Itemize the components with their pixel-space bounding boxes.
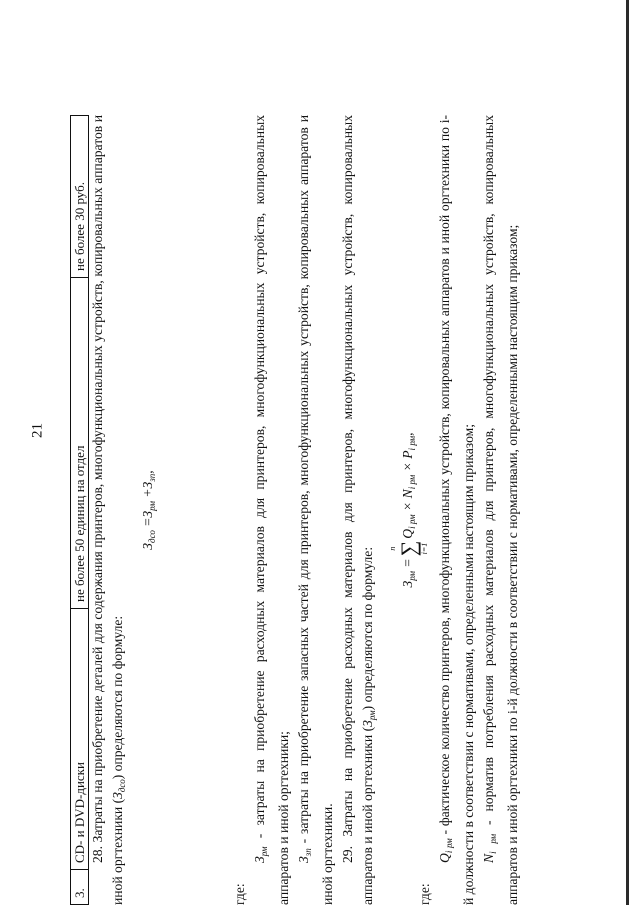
table-row	[71, 116, 89, 905]
table-cell-price: не более 30 руб.	[71, 116, 89, 278]
definitions-28	[230, 115, 436, 905]
definition-qirm: $Q_{i рм}$ - фактическое количество принтеров, многофункциональных устройств, копировальных аппаратов и иной оргтехники по i-й должности в соответствии с нормативами, определенными настоящим приказом;	[437, 115, 476, 905]
sum-operator: n ∑ i=1	[388, 540, 429, 557]
norms-table	[70, 115, 89, 905]
definition-zrm: $З_{рм}$ - затраты на приобретение расходных материалов для принтеров, многофункциональных устройств, копировальных аппаратов и иной оргтехники;	[252, 115, 291, 905]
definition-zzp: $З_{зп}$ - затраты на приобретение запасных частей для принтеров, многофункциональных устройств, копировальных аппаратов и иной оргтехники.	[296, 115, 335, 905]
where-label-29: где:	[417, 883, 432, 905]
formula-28: $З_{дсо} =З_{рм} +З_{зп}$,	[140, 470, 157, 550]
table-cell-number: 3.	[71, 870, 89, 905]
paragraph-28-text: 28. Затраты на приобретение деталей для содержания принтеров, многофункциональных устройств, копировальных аппаратов и иной оргтехники $(З_{дсо})$ определяются по формуле:	[90, 115, 127, 905]
definitions-29	[415, 115, 523, 905]
page-spine-line	[626, 0, 629, 905]
formula-29: $З_{рм}$ = n ∑ i=1 $Q_{i рм} \times N_{i рм} \times P_{i рм}$,	[388, 432, 429, 588]
table-cell-name: CD- и DVD-диски	[71, 609, 89, 870]
rotated-page-content	[70, 45, 610, 905]
table-cell-quantity: не более 50 единиц на отдел	[71, 278, 89, 609]
paragraph-29-text: 29. Затраты на приобретение расходных материалов для принтеров, многофункциональных устройств, копировальных аппаратов и иной оргтехники $(З_{рм})$ определяются по формуле:	[340, 115, 377, 905]
where-label: где:	[232, 883, 247, 905]
paragraph-28	[88, 115, 168, 905]
definition-nirm: $N_{i рм}$ - норматив потребления расходных материалов для принтеров, многофункциональных устройств, копировальных аппаратов и иной оргтехники по i-й должности в соответствии с нормативами, определенными настоящим приказом;	[481, 115, 520, 905]
page-number: 21	[29, 423, 46, 438]
